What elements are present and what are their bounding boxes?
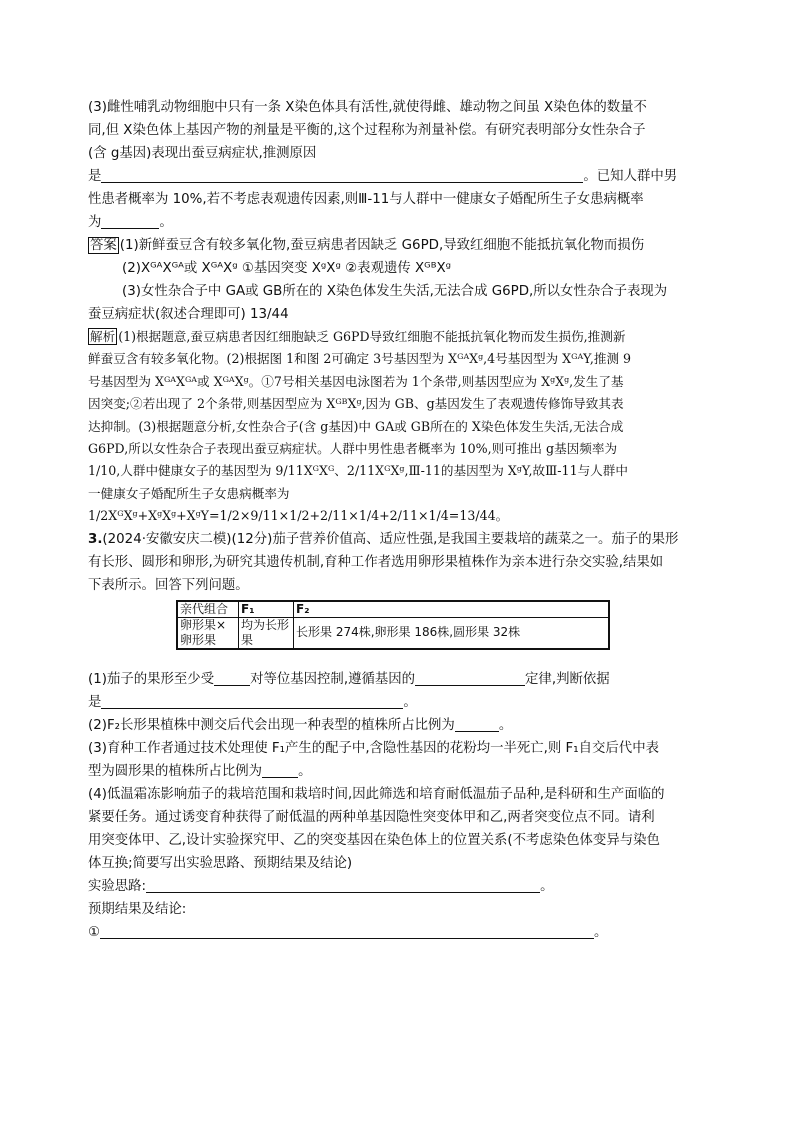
text-fragment: 是 bbox=[88, 169, 102, 184]
answer-blank[interactable] bbox=[262, 762, 298, 778]
sub-question-3-cont bbox=[88, 760, 708, 783]
prev-q-part3-line: 性患者概率为 10%,若不考虑表观遗传因素,则Ⅲ-11与人群中一健康女子婚配所生子女患病概率 bbox=[88, 192, 644, 207]
explanation-line: 号基因型为 XᴳᴬXᴳᴬ或 XᴳᴬXᵍ。①7号相关基因电泳图若为 1个条带,则基因型应为 XᵍXᵍ,发生了基 bbox=[88, 373, 624, 389]
table-cell: 长形果 274株,卵形果 186株,圆形果 32株 bbox=[294, 617, 610, 649]
spacer bbox=[88, 654, 708, 668]
text-fragment: 。 bbox=[298, 763, 312, 779]
sub-question-4: 用突变体甲、乙,设计实验探究甲、乙的突变基因在染色体上的位置关系(不考虑染色体变异与染色 bbox=[88, 832, 660, 848]
answer-line bbox=[88, 234, 708, 257]
sub-question-4: (4)低温霜冻影响茄子的栽培范围和栽培时间,因此筛选和培育耐低温茄子品种,是科研和生产面临的 bbox=[88, 786, 665, 802]
prev-q-part3-line: (含 g基因)表现出蚕豆病症状,推测原因 bbox=[88, 146, 317, 161]
answer-line: (2)XᴳᴬXᴳᴬ或 XᴳᴬXᵍ ①基因突变 XᵍXᵍ ②表观遗传 XᴳᴮXᵍ bbox=[122, 261, 452, 276]
answer-line: (3)女性杂合子中 GA或 GB所在的 X染色体发生失活,无法合成 G6PD,所以女性杂合子表现为 bbox=[122, 284, 668, 299]
table-cell: 卵形果×卵形果 bbox=[177, 617, 239, 649]
text-fragment: 。 bbox=[403, 694, 417, 710]
explanation-line: 1/10,人群中健康女子的基因型为 9/11XᴳXᴳ、2/11XᴳXᵍ,Ⅲ-11的基因型为 XᵍY,故Ⅲ-11与人群中 bbox=[88, 463, 628, 479]
answer-blank[interactable] bbox=[455, 716, 499, 732]
explanation-line: 一健康女子婚配所生子女患病概率为 bbox=[88, 485, 290, 501]
text-fragment: (2)F₂长形果植株中测交后代会出现一种表型的植株所占比例为 bbox=[88, 717, 455, 733]
answer-line: 蚕豆病症状(叙述合理即可) 13/44 bbox=[88, 307, 289, 322]
text-fragment: 。 bbox=[159, 215, 173, 230]
text-fragment: 。 bbox=[594, 924, 608, 940]
explanation-line: 因突变;②若出现了 2个条带,则基因型应为 XᴳᴮXᵍ,因为 GB、g基因发生了表观遗传修饰导致其表 bbox=[88, 396, 624, 412]
prev-q-part3-line bbox=[88, 165, 708, 188]
table-header-cell: F₁ bbox=[239, 601, 294, 618]
table-header-cell: F₂ bbox=[294, 601, 610, 618]
sub-question-4: 紧要任务。通过诱变育种获得了耐低温的两种单基因隐性突变体甲和乙,两者突变位点不同。请利 bbox=[88, 809, 655, 825]
prev-q-part3-line bbox=[88, 211, 708, 234]
text-fragment: 是 bbox=[88, 694, 102, 710]
text-fragment: 为 bbox=[88, 215, 102, 230]
answer-blank[interactable] bbox=[101, 693, 403, 709]
text-fragment: 对等位基因控制,遵循基因的 bbox=[250, 671, 416, 687]
answer-blank[interactable] bbox=[100, 923, 594, 939]
sub-question-1-cont bbox=[88, 691, 708, 714]
explanation-text: (1)根据题意,蚕豆病患者因红细胞缺乏 G6PD导致红细胞不能抵抗氧化物而发生损伤,推测新 bbox=[118, 329, 626, 344]
question-3-line: 下表所示。回答下列问题。 bbox=[88, 577, 249, 593]
answer-blank[interactable] bbox=[101, 167, 583, 183]
cross-result-table bbox=[176, 600, 610, 650]
answer-tag: 答案 bbox=[90, 238, 117, 253]
text-fragment: ① bbox=[88, 924, 101, 940]
text-fragment: 实验思路: bbox=[88, 878, 147, 894]
explanation-line: 1/2XᴳXᵍ+XᵍXᵍ+XᵍY=1/2×9/11×1/2+2/11×1/4+2/11×1/4=13/44。 bbox=[88, 508, 509, 524]
text-fragment: 型为圆形果的植株所占比例为 bbox=[88, 763, 263, 779]
table-header-cell: 亲代组合 bbox=[177, 601, 239, 618]
explanation-line bbox=[88, 326, 708, 348]
explanation-line: G6PD,所以女性杂合子表现出蚕豆病症状。人群中男性患者概率为 10%,则可推出 g基因频率为 bbox=[88, 441, 618, 457]
question-3-line bbox=[88, 528, 708, 551]
answer-blank[interactable] bbox=[214, 670, 250, 686]
expected-result-label: 预期结果及结论: bbox=[88, 901, 187, 917]
question-3-line: 有长形、圆形和卵形,为研究其遗传机制,育种工作者选用卵形果植株作为亲本进行杂交实验,结果如 bbox=[88, 554, 664, 570]
text-fragment: 。 bbox=[540, 878, 554, 894]
text-fragment: 。已知人群中男 bbox=[583, 169, 678, 184]
text-fragment: 定律,判断依据 bbox=[525, 671, 610, 687]
page bbox=[88, 96, 708, 944]
sub-question-1 bbox=[88, 668, 708, 691]
explanation-line: 鲜蚕豆含有较多氧化物。(2)根据图 1和图 2可确定 3号基因型为 XᴳᴬXᵍ,4号基因型为 XᴳᴬY,推测 9 bbox=[88, 351, 632, 367]
explanation-tag: 解析 bbox=[90, 329, 116, 344]
sub-question-2 bbox=[88, 714, 708, 737]
sub-question-3: (3)育种工作者通过技术处理使 F₁产生的配子中,含隐性基因的花粉均一半死亡,则 F₁自交后代中表 bbox=[88, 740, 659, 756]
table-cell: 均为长形果 bbox=[239, 617, 294, 649]
text-fragment: 。 bbox=[498, 717, 513, 733]
answer-blank[interactable] bbox=[101, 213, 159, 229]
question-number: 3. bbox=[88, 531, 103, 547]
table-row bbox=[177, 617, 609, 649]
explanation-block bbox=[88, 326, 708, 528]
prev-q-part3-line: 同,但 X染色体上基因产物的剂量是平衡的,这个过程称为剂量补偿。有研究表明部分女性杂合子 bbox=[88, 123, 646, 138]
table-header-row bbox=[177, 601, 609, 618]
prev-q-part3-line: (3)雌性哺乳动物细胞中只有一条 X染色体具有活性,就使得雌、雄动物之间虽 X染色体的数量不 bbox=[88, 100, 647, 115]
explanation-line: 达抑制。(3)根据题意分析,女性杂合子(含 g基因)中 GA或 GB所在的 X染色体发生失活,无法合成 bbox=[88, 418, 624, 434]
question-text: (2024·安徽安庆二模)(12分)茄子营养价值高、适应性强,是我国主要栽培的蔬菜之一。茄子的果形 bbox=[102, 531, 679, 547]
answer-blank[interactable] bbox=[415, 670, 525, 686]
experiment-idea-line bbox=[88, 875, 708, 898]
answer-text: (1)新鲜蚕豆含有较多氧化物,蚕豆病患者因缺乏 G6PD,导致红细胞不能抵抗氧化物而损伤 bbox=[119, 238, 645, 253]
sub-question-4: 体互换;简要写出实验思路、预期结果及结论) bbox=[88, 855, 353, 871]
answer-blank[interactable] bbox=[146, 877, 540, 893]
text-fragment: (1)茄子的果形至少受 bbox=[88, 671, 215, 687]
expected-result-line bbox=[88, 921, 708, 944]
